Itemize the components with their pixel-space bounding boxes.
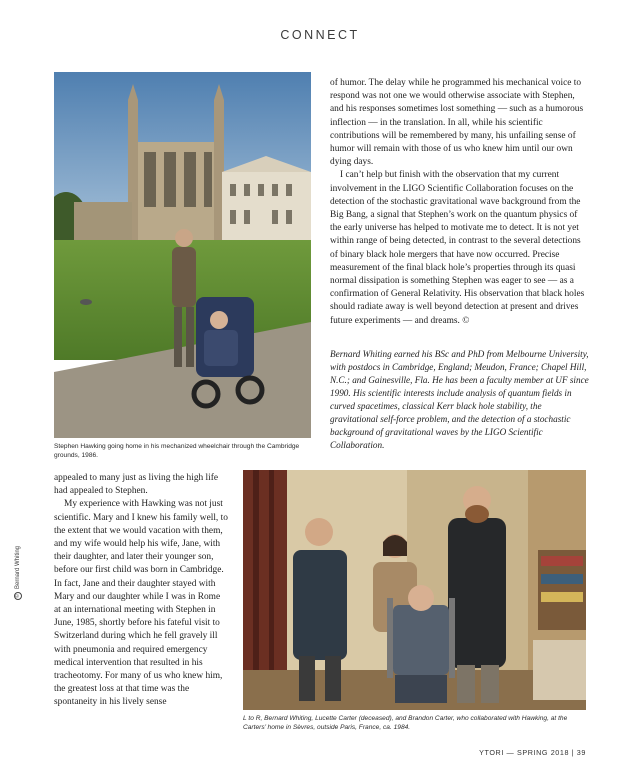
person-left [293,550,347,660]
right-paragraph-2: I can’t help but finish with the observation that my current involvement in the LIGO Scientific Collaboration focuses on the detection of the stochastic gravitational wave background from the Big Bang, a signal that Stephen’s work on the quantum physics of the early universe has helped to motivate me to detect. It is not yet within range of being detected, in contrast to the several detections of binary black hole mergers that have now occurred. Precise measurement of the final black hole’s properties through its quasi normal dissipation is something Stephen was eager to see — as a confirmation of General Relativity. His observation that black holes should radiate away is well beyond detection at present and drives future experiments — and dreams. © [330,170,585,326]
copyright-symbol: © [14,592,22,600]
hawking-cambridge-photo [54,72,311,438]
carter-home-photo [243,470,586,710]
photo-credit: ©Bernard Whiting [14,546,22,600]
magazine-name: YTORI [479,748,504,757]
walking-man [172,247,196,307]
author-bio: Bernard Whiting earned his BSc and PhD from Melbourne University, with postdocs in Cambridge, England; Meudon, France; Chapel Hill, N.C.; and Gainesville, Fla. He has been a faculty member at UF since 1990. His scientific interests include analysis of quantum fields in curved spacetimes, classical Kerr black hole stability, the gravitational self-force problem, and the detection of a stochastic background of gravitational waves by the LIGO Scientific Collaboration. [330,348,589,450]
right-paragraph-1: of humor. The delay while he programmed his mechanical voice to respond was not one we would otherwise associate with Stephen, and his responses sometimes lost something — such as a humorous inflection — in the translation. In all, while his scientific contributions will be remembered by many, his unfailing sense of humor will remain with those of us who knew him until our own dying days. [330,78,584,168]
hawking-cambridge-illustration [54,72,311,438]
page-footer: YTORI — SPRING 2018 | 39 [479,748,586,757]
photo2-caption: L to R, Bernard Whiting, Lucette Carter (deceased), and Brandon Carter, who collaborated with Hawking, at the Carters’ home in Sèvres, outside Paris, France, ca. 1984. [243,715,568,731]
issue-name: SPRING 2018 [516,748,570,757]
right-column [330,77,590,452]
end-mark: © [462,315,470,326]
person-right [448,518,506,668]
carter-home-illustration [243,470,586,710]
left-paragraph-2: My experience with Hawking was not just scientific. Mary and I knew his family well, to the extent that we would vacation with them, and my wife would help his wife, Jane, with their daughter, and later their younger son, before our first child was born in Cambridge. In fact, Jane and their daughter stayed with Mary and our daughter while I was in Rome at an international meeting with Stephen in June, 1985, shortly before his fateful visit to Switzerland during which he fell gravely ill with pneumonia and required emergency medical intervention that resulted in his tracheotomy. For many of us who knew him, the greatest loss at that time was the spontaneity in his lively sense [54,499,228,708]
person-seated [393,605,449,675]
left-paragraph-1: appealed to many just as living the high life had appealed to Stephen. [54,473,219,497]
page-number: 39 [576,748,586,757]
section-label: CONNECT [280,28,360,42]
photo1-caption: Stephen Hawking going home in his mechanized wheelchair through the Cambridge grounds, 1986. [54,443,300,459]
left-column [54,472,229,710]
